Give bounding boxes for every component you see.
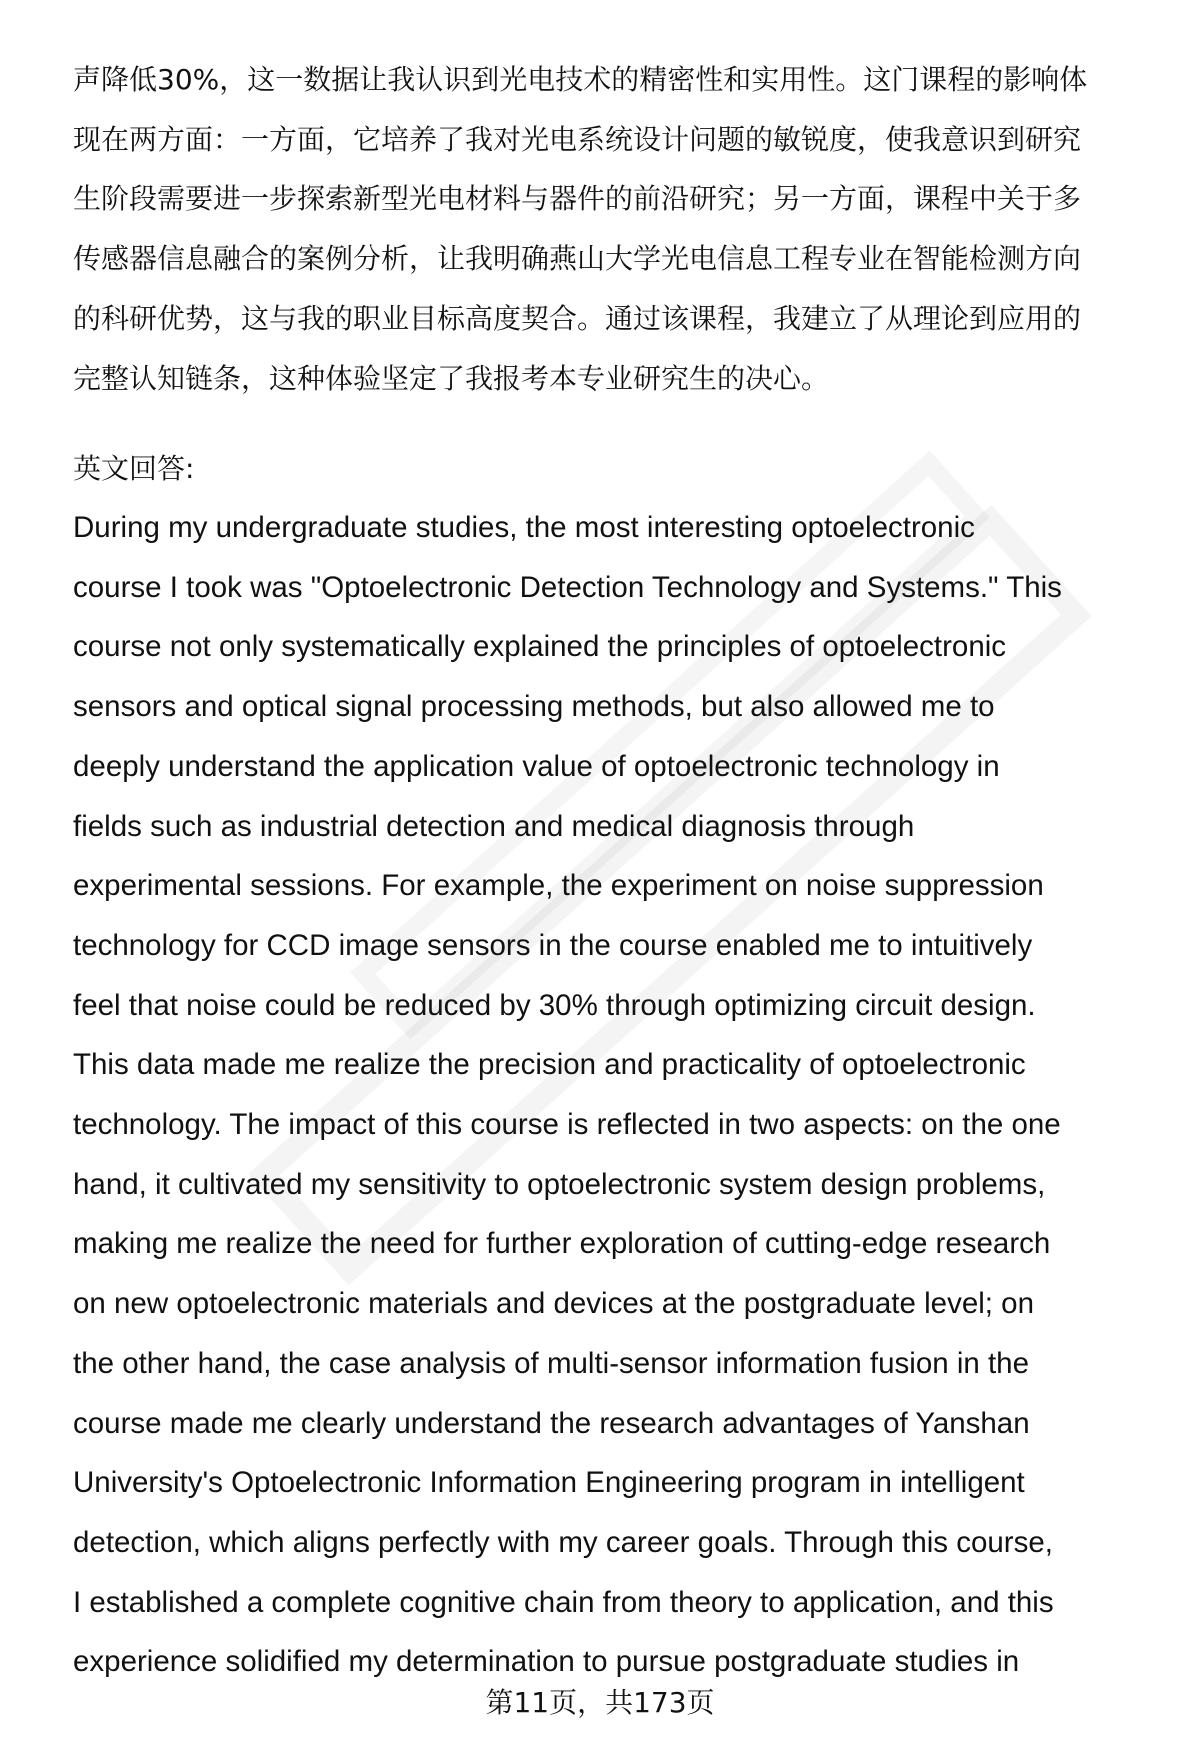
text-line: 的科研优势，这与我的职业目标高度契合。通过该课程，我建立了从理论到应用的 <box>73 301 1082 335</box>
text-line: experimental sessions. For example, the experiment on noise suppression <box>73 869 1044 903</box>
text-line: 传感器信息融合的案例分析，让我明确燕山大学光电信息工程专业在智能检测方向 <box>73 242 1082 276</box>
text-line: University's Optoelectronic Information Engineering program in intelligent <box>73 1466 1025 1500</box>
text-line: detection, which aligns perfectly with my career goals. Through this course, <box>73 1525 1053 1559</box>
text-line: This data made me realize the precision and practicality of optoelectronic <box>73 1048 1026 1082</box>
text-line: I established a complete cognitive chain from theory to application, and this <box>73 1585 1054 1619</box>
english-answer-heading: 英文回答: <box>73 452 195 485</box>
text-line: technology. The impact of this course is reflected in two aspects: on the one <box>73 1108 1061 1141</box>
text-line: hand, it cultivated my sensitivity to optoelectronic system design problems, <box>73 1167 1046 1201</box>
text-line: deeply understand the application value of optoelectronic technology in <box>73 749 1000 783</box>
text-line: experience solidified my determination to pursue postgraduate studies in <box>73 1645 1020 1679</box>
text-line: course I took was "Optoelectronic Detection Technology and Systems." This <box>73 570 1062 604</box>
text-line: on new optoelectronic materials and devices at the postgraduate level; on <box>73 1287 1034 1321</box>
text-line: fields such as industrial detection and medical diagnosis through <box>73 809 915 843</box>
text-line: course not only systematically explained the principles of optoelectronic <box>73 630 1007 664</box>
text-line: 生阶段需要进一步探索新型光电材料与器件的前沿研究；另一方面，课程中关于多 <box>73 182 1082 216</box>
text-line: feel that noise could be reduced by 30% through optimizing circuit design. <box>73 988 1036 1022</box>
text-line: 完整认知链条，这种体验坚定了我报考本专业研究生的决心。 <box>73 361 830 395</box>
text-line: course made me clearly understand the research advantages of Yanshan <box>73 1406 1030 1440</box>
text-line: technology for CCD image sensors in the course enabled me to intuitively <box>73 928 1033 962</box>
text-line: making me realize the need for further exploration of cutting-edge research <box>73 1227 1051 1261</box>
page-number-footer: 第11页，共173页 <box>485 1686 715 1719</box>
text-line: During my undergraduate studies, the most interesting optoelectronic <box>73 511 975 544</box>
text-line: 现在两方面：一方面，它培养了我对光电系统设计问题的敏锐度，使我意识到研究 <box>73 122 1082 156</box>
text-line: the other hand, the case analysis of multi-sensor information fusion in the <box>73 1346 1029 1380</box>
text-line: 声降低30%，这一数据让我认识到光电技术的精密性和实用性。这门课程的影响体 <box>73 63 1088 96</box>
text-line: sensors and optical signal processing methods, but also allowed me to <box>73 690 995 724</box>
